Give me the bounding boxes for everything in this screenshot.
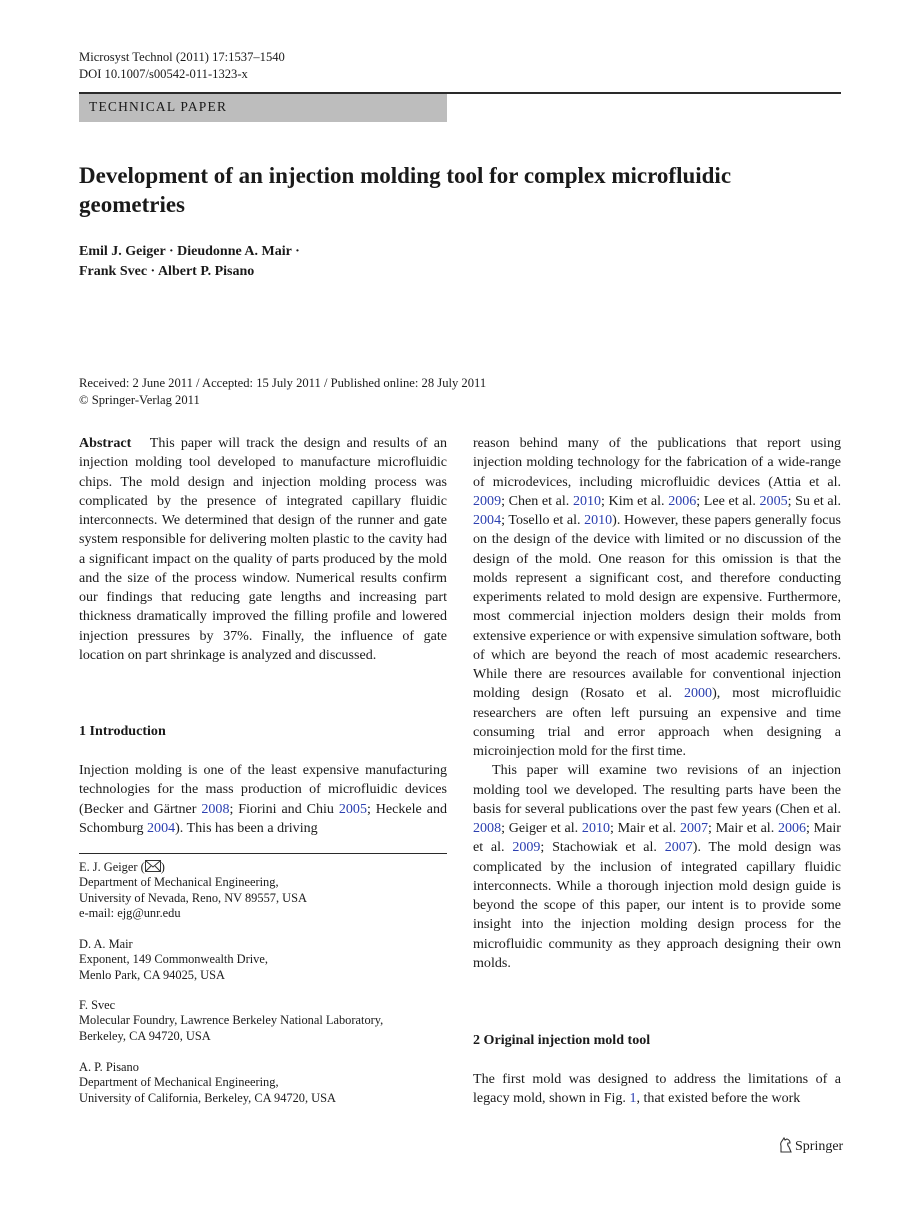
intro-text: ; Heckele and Schomburg <box>79 800 447 836</box>
affiliation-line: Menlo Park, CA 94025, USA <box>79 967 225 982</box>
left-column <box>79 434 447 665</box>
right-column <box>473 434 841 973</box>
section-2-paragraph: The first mold was designed to address the limitations of a legacy mold, shown in Fig. 1, that existed before the work <box>473 1071 841 1107</box>
intro-text: Injection molding is one of the least expensive manufacturing technologies for the mass production of microfluidic devices (Becker and Gärtner <box>79 762 447 817</box>
publisher-name: Springer <box>795 1139 844 1154</box>
affiliation-line: University of California, Berkeley, CA 94720, USA <box>79 1090 336 1105</box>
article-type-label: TECHNICAL PAPER <box>89 99 228 114</box>
affiliation-mair <box>79 937 447 983</box>
affiliation-geiger <box>79 860 447 922</box>
affiliation-line: Molecular Foundry, Lawrence Berkeley National Laboratory, <box>79 1013 384 1028</box>
affiliation-line: Berkeley, CA 94720, USA <box>79 1028 211 1043</box>
citation-link[interactable]: 2009 <box>512 839 541 856</box>
affiliation-line: Exponent, 149 Commonwealth Drive, <box>79 952 268 967</box>
dates-line: Received: 2 June 2011 / Accepted: 15 July 2011 / Published online: 28 July 2011 <box>79 376 487 390</box>
abstract-text: This paper will track the design and results of an injection molding tool developed to manufacture microfluidic chips. The mold design and injection molding process was complicated by the presence of integrated capillary fluidic interconnects. We determined that design of the runner and gate system responsible for delivering molten plastic to the cavity had a significant impact on the quality of parts produced by the mold and the size of the process window. Numerical results confirm our findings that reducing gate lengths and increasing part thickness dramatically improved the filling profile and lowered injection pressures by 37%. Finally, the influence of gate location on part shrinkage is analyzed and discussed. <box>79 435 447 663</box>
email-link[interactable]: e-mail: ejg@unr.edu <box>79 906 181 921</box>
affiliation-pisano <box>79 1060 447 1106</box>
affiliation-svec <box>79 998 447 1044</box>
right-paragraph-2: This paper will examine two revisions of an injection molding tool we developed. The resulting parts have been the basis for several publications over the past few years (Chen et al. 2008; Geiger et al. 2010; Mair et al. 2007; Mair et al. 2006; Mair et al. 2009; Stachowiak et al. 2007). The mold design was complicated by the inclusion of integrated capillary fluidic interconnects. While a thorough injection mold design guide is beyond the scope of this paper, our intent is to provide some insight into the injection molding design process for the microfluidic community as they approach designing their own molds. <box>473 762 841 971</box>
citation-link[interactable]: 2008 <box>201 800 230 817</box>
citation-link[interactable]: 2005 <box>759 492 788 509</box>
citation-link[interactable]: 2007 <box>679 820 709 836</box>
section-2-heading: 2 Original injection mold tool <box>473 1032 651 1048</box>
authors-line-1: Emil J. Geiger · Dieudonne A. Mair · <box>79 244 300 259</box>
citation-link[interactable]: 2005 <box>338 800 367 817</box>
close-paren: ) <box>160 860 165 874</box>
citation-link[interactable]: 2000 <box>683 685 713 702</box>
title-line-1: Development of an injection molding tool for complex microfluidic <box>79 163 732 188</box>
citation-link[interactable]: 2010 <box>584 512 613 528</box>
author-name: A. P. Pisano <box>79 1060 139 1074</box>
author-name: F. Svec <box>79 998 116 1012</box>
abstract-label: Abstract <box>79 435 132 451</box>
affiliation-line: University of Nevada, Reno, NV 89557, USA <box>79 890 307 905</box>
journal-header <box>79 49 285 83</box>
publisher-mark <box>778 1137 843 1156</box>
citation-link[interactable]: 2008 <box>473 820 502 836</box>
journal-citation: Microsyst Technol (2011) 17:1537–1540 <box>79 50 285 64</box>
intro-text: ; Fiorini and Chiu <box>229 800 339 817</box>
citation-link[interactable]: 2007 <box>664 839 693 856</box>
author-list <box>79 242 300 282</box>
footnote-rule <box>79 853 447 854</box>
citation-link[interactable]: 2006 <box>668 492 697 509</box>
right-paragraph-1: reason behind many of the publications that report using injection molding technology for the fabrication of a wide-range of microdevices, including microfluidic devices (Attia et al. 2009; Chen et al. 2010; Kim et al. 2006; Lee et al. 2005; Su et al. 2004; Tosello et al. 2010). However, these papers generally focus on the design of the device with limited or no discussion of the design of the mold. One reason for this omission is that the molds represent a significant cost, and therefore conducting experiments related to mold design are expensive. Furthermore, most commercial injection molders design their molds from extensive experience or with expensive simulation software, both of which are beyond the reach of most academic researchers. While there are resources available for conventional injection molding design (Rosato et al. 2000), most microfluidic researchers are often left pursuing an expensive and time consuming trial and error approach when designing a microinjection mold for the first time. <box>473 435 842 759</box>
section-1-heading: 1 Introduction <box>79 723 166 739</box>
abstract-paragraph <box>79 434 447 665</box>
authors-line-2: Frank Svec · Albert P. Pisano <box>79 264 255 279</box>
citation-link[interactable]: 2009 <box>473 492 502 509</box>
citation-link[interactable]: 2010 <box>581 820 611 836</box>
intro-text: ). This has been a driving <box>175 819 318 836</box>
copyright-line: © Springer-Verlag 2011 <box>79 392 200 407</box>
citation-link[interactable]: 2010 <box>572 492 602 509</box>
springer-horse-icon <box>778 1137 793 1153</box>
citation-link[interactable]: 2004 <box>473 512 502 528</box>
citation-link[interactable]: 2004 <box>147 819 176 836</box>
affiliation-line: Department of Mechanical Engineering, <box>79 875 279 890</box>
citation-link[interactable]: 2006 <box>777 820 807 836</box>
envelope-icon <box>145 860 161 872</box>
figure-link[interactable]: 1 <box>629 1090 637 1107</box>
paper-title <box>79 161 819 219</box>
intro-paragraph <box>79 761 447 838</box>
doi: DOI 10.1007/s00542-011-1323-x <box>79 67 248 81</box>
affiliation-line: Department of Mechanical Engineering, <box>79 1075 279 1090</box>
publication-dates <box>79 375 486 408</box>
author-name: E. J. Geiger ( <box>79 860 145 874</box>
title-line-2: geometries <box>79 192 185 217</box>
author-name: D. A. Mair <box>79 937 133 951</box>
